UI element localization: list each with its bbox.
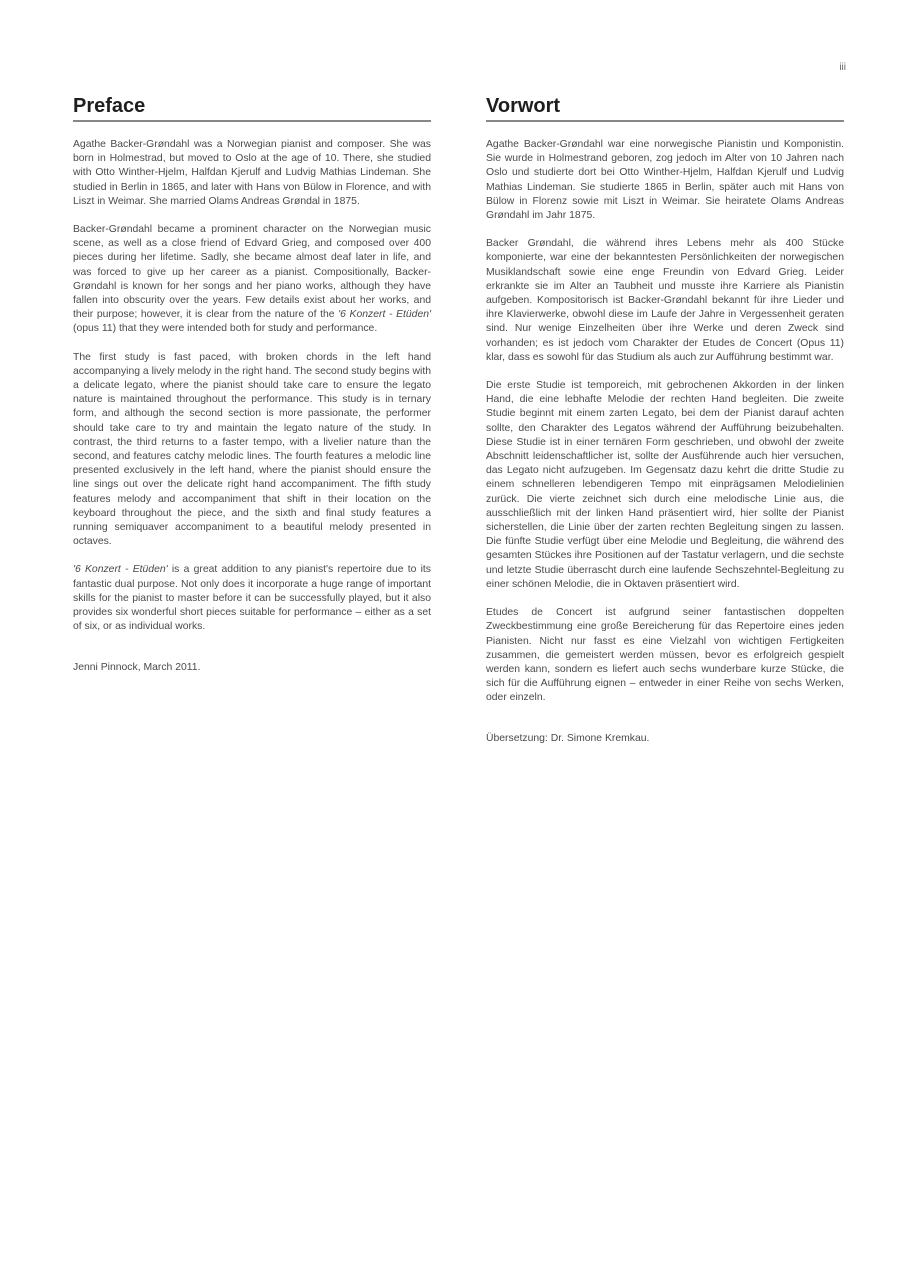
preface-body (73, 138, 431, 675)
vorwort-body (486, 138, 844, 746)
preface-heading: Preface (73, 94, 431, 122)
preface-paragraph-4-work-title: '6 Konzert - Etüden' (73, 564, 168, 576)
preface-paragraph-2-text: Backer-Grøndahl became a prominent character on the Norwegian music scene, as well as a close friend of Edvard Grieg, and composed over 400 pieces during her lifetime. Sadly, she became almost deaf later in life, and was forced to give up her career as a pianist. Compositionally, Backer-Grøndahl is known for her songs and her piano works, although they have fallen into obscurity over the years. Few details exist about her works, and their purpose; however, it is clear from the nature of the (73, 224, 431, 321)
preface-signature: Jenni Pinnock, March 2011. (73, 661, 201, 673)
preface-paragraph-3: The first study is fast paced, with broken chords in the left hand accompanying a lively melody in the right hand. The second study begins with a delicate legato, where the pianist should take care to ensure the legato nature is maintained throughout the performance. This study is in ternary form, and although the second section is more passionate, the performer should take care to try and maintain the legato nature of the study. In contrast, the third returns to a faster tempo, with a livelier nature than the second, and features catchy melodic lines. The fourth features a melodic line presented exclusively in the left hand, where the pianist should ensure the line sings out over the delicate right hand accompaniment. The fifth study features melody and accompaniment that shift in their location on the keyboard throughout the piece, and the sixth and final study features a running semiquaver accompaniment to a beautiful melody presented in octaves. (73, 351, 431, 548)
vorwort-paragraph-4: Etudes de Concert ist aufgrund seiner fantastischen doppelten Zweckbestimmung eine große Bereicherung für das Repertoire eines jeden Pianisten. Nicht nur fasst es eine Vielzahl von wichtigen Fertigkeiten zusammen, die gemeistert werden müssen, bevor es erfolgreich gespielt werden kann, sondern es liefert auch sechs wunderbare kurze Stücke, die sich für die Aufführung eignen – entweder in einer Reihe von sechs Werken, oder einzeln. (486, 607, 844, 704)
vorwort-heading: Vorwort (486, 94, 844, 122)
preface-paragraph-4-text: is a great addition to any pianist's repertoire due to its fantastic dual purpose. Not only does it incorporate a huge range of important skills for the pianist to master before it can be successfully played, but it also provides six wonderful short pieces suitable for performance – either as a set of six, or as individual works. (73, 564, 431, 633)
vorwort-paragraph-3: Die erste Studie ist temporeich, mit gebrochenen Akkorden in der linken Hand, die eine lebhafte Melodie der rechten Hand begleiten. Die zweite Studie beginnt mit einem zarten Legato, bei dem der Pianist darauf achten sollte, den Charakter des Legatos während der Aufführung beizubehalten. Diese Studie ist in einer ternären Form geschrieben, und obwohl der zweite Abschnitt leidenschaftlicher ist, sollte der Ausführende auch hier versuchen, das Legato nicht aufzugeben. Im Gegensatz dazu kehrt die dritte Studie zu einem schnelleren lebendigeren Tempo mit einprägsamen Melodielinien zurück. Die vierte zeichnet sich durch eine melodische Linie aus, die ausschließlich mit der linken Hand präsentiert wird, hier sollte der Pianist sicherstellen, die Linie über der zarten rechten Begleitung singen zu lassen. Die fünfte Studie verfügt über eine Melodie und Begleitung, die während des gesamten Stückes ihre Positionen auf der Tastatur verlagern, und die sechste und letzte Studie überrascht durch eine laufende Sechszehntel-Begleitung zu einer schönen Melodie, die in Oktaven präsentiert wird. (486, 380, 844, 590)
vorwort-signature: Übersetzung: Dr. Simone Kremkau. (486, 732, 650, 744)
page-number: iii (839, 62, 846, 73)
preface-paragraph-4 (73, 563, 431, 634)
preface-paragraph-2-work-title: '6 Konzert - Etüden' (338, 309, 432, 321)
vorwort-column (486, 94, 844, 760)
preface-paragraph-1: Agathe Backer-Grøndahl was a Norwegian pianist and composer. She was born in Holmestrad, but moved to Oslo at the age of 10. There, she studied with Otto Winther-Hjelm, Halfdan Kjerulf and Ludvig Mathias Lindeman. She studied in Berlin in 1865, and later with Hans von Bülow in Florence, and with Liszt in Weimar. She married Olams Andreas Grøndal in 1875. (73, 139, 431, 207)
preface-column (73, 94, 431, 689)
preface-paragraph-2 (73, 223, 431, 337)
vorwort-paragraph-2: Backer Grøndahl, die während ihres Lebens mehr als 400 Stücke komponierte, war eine der bekanntesten Persönlichkeiten der norwegischen Musiklandschaft sowie eine enge Freundin von Edvard Grieg. Leider erkrankte sie im Alter an Taubheit und musste ihre Karriere als Pianistin aufgeben. Kompositorisch ist Backer-Grøndahl bekannt für ihre Lieder und ihre Klavierwerke, obwohl diese im Laufe der Jahre in Vergessenheit geraten sind. Nur wenige Einzelheiten über ihre Werke und deren Zweck sind vorhanden; es ist jedoch vom Charakter der Etudes de Concert (Opus 11) klar, dass es sowohl für das Studium als auch zur Aufführung bestimmt war. (486, 238, 844, 363)
vorwort-paragraph-1: Agathe Backer-Grøndahl war eine norwegische Pianistin und Komponistin. Sie wurde in Holmestrand geboren, zog jedoch im Alter von 10 Jahren nach Oslo und studierte dort bei Otto Winther-Hjelm, Halfdan Kjerulf und Ludvig Mathias Lindeman. Sie studierte 1865 in Berlin, später auch mit Hans von Bülow in Florenz sowie mit Liszt in Weimar. Sie heiratete Olams Andreas Grøndahl im Jahr 1875. (486, 139, 844, 222)
preface-paragraph-2-text-end: (opus 11) that they were intended both for study and performance. (73, 323, 378, 335)
